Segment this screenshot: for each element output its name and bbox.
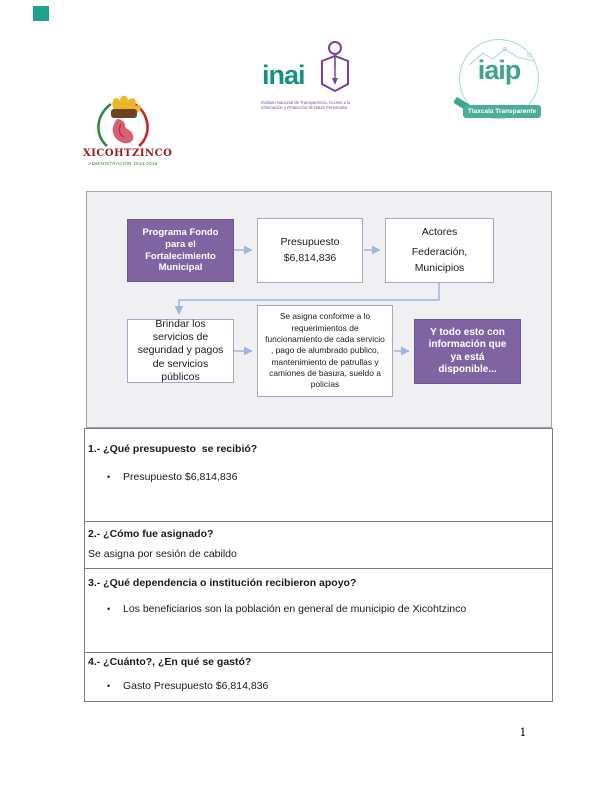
qa-row-2 [85,521,552,568]
iaip-wordmark: iaip [477,55,521,85]
qa-row-1 [85,429,552,521]
actores-line3: Municipios [414,261,465,274]
bullet-marker: • [107,472,111,482]
inai-figure-icon [318,40,352,103]
flow-box-info [414,319,521,384]
flow-box-asigna-text: Se asigna conforme a lo requerimientos de funcionamiento de cada servicio , pago de alumbrado publico, mantenimiento de patrullas y camiones de basura, sueldo a policías [265,311,385,390]
question-4: 4.- ¿Cuánto?, ¿En qué se gastó? [88,656,252,668]
inai-tagline-line1: Instituto Nacional de Transparencia, Acceso a la [261,100,351,105]
iaip-badge: Tlaxcala Transparente [463,105,541,118]
answer-1: Presupuesto $6,814,836 [123,471,238,483]
question-3: 3.- ¿Qué dependencia o institución recibieron apoyo? [88,577,357,589]
answer-2: Se asigna por sesión de cabildo [88,548,237,560]
flow-box-presupuesto [257,218,363,283]
flow-box-programa-text: Programa Fondo para el Fortalecimiento Municipal [142,226,219,274]
qa-table [84,428,553,702]
flow-box-actores [385,218,494,283]
inai-wordmark: inai [262,60,305,90]
presupuesto-line2: $6,814,836 [283,251,337,264]
bullet-marker: • [107,604,111,614]
flow-box-asigna [257,305,393,397]
xicohtzinco-logo [83,96,173,172]
page-number: 1 [519,726,527,739]
flow-box-info-text: Y todo esto con información que ya está disponible... [428,326,507,375]
question-1: 1.- ¿Qué presupuesto se recibió? [88,443,258,455]
flowchart-panel [86,191,552,428]
qa-row-3 [85,568,552,652]
inai-tagline-line2: Información y Protección de Datos Personales. [261,105,349,111]
flow-box-programa [127,219,234,282]
iaip-logo [455,37,547,119]
presupuesto-line1: Presupuesto [280,236,340,249]
actores-line1: Actores [421,226,458,239]
inai-logo [260,40,360,112]
question-2: 2.- ¿Cómo fue asignado? [88,528,214,540]
actores-line2: Federación, [411,246,468,259]
xicohtzinco-name: XICOHTZINCO [83,148,173,159]
xicohtzinco-subtitle: ADMINISTRACIÓN 2014-2016 [88,161,158,166]
teal-corner-square [33,6,49,21]
answer-4: Gasto Presupuesto $6,814,836 [123,680,269,692]
flow-box-brindar-text: Brindar los servicios de seguridad y pagos de servicios públicos [137,318,224,383]
bullet-marker: • [107,681,111,691]
qa-row-4 [85,652,552,701]
answer-3: Los beneficiarios son la población en general de municipio de Xicohtzinco [123,603,467,615]
flow-box-brindar [127,319,234,383]
